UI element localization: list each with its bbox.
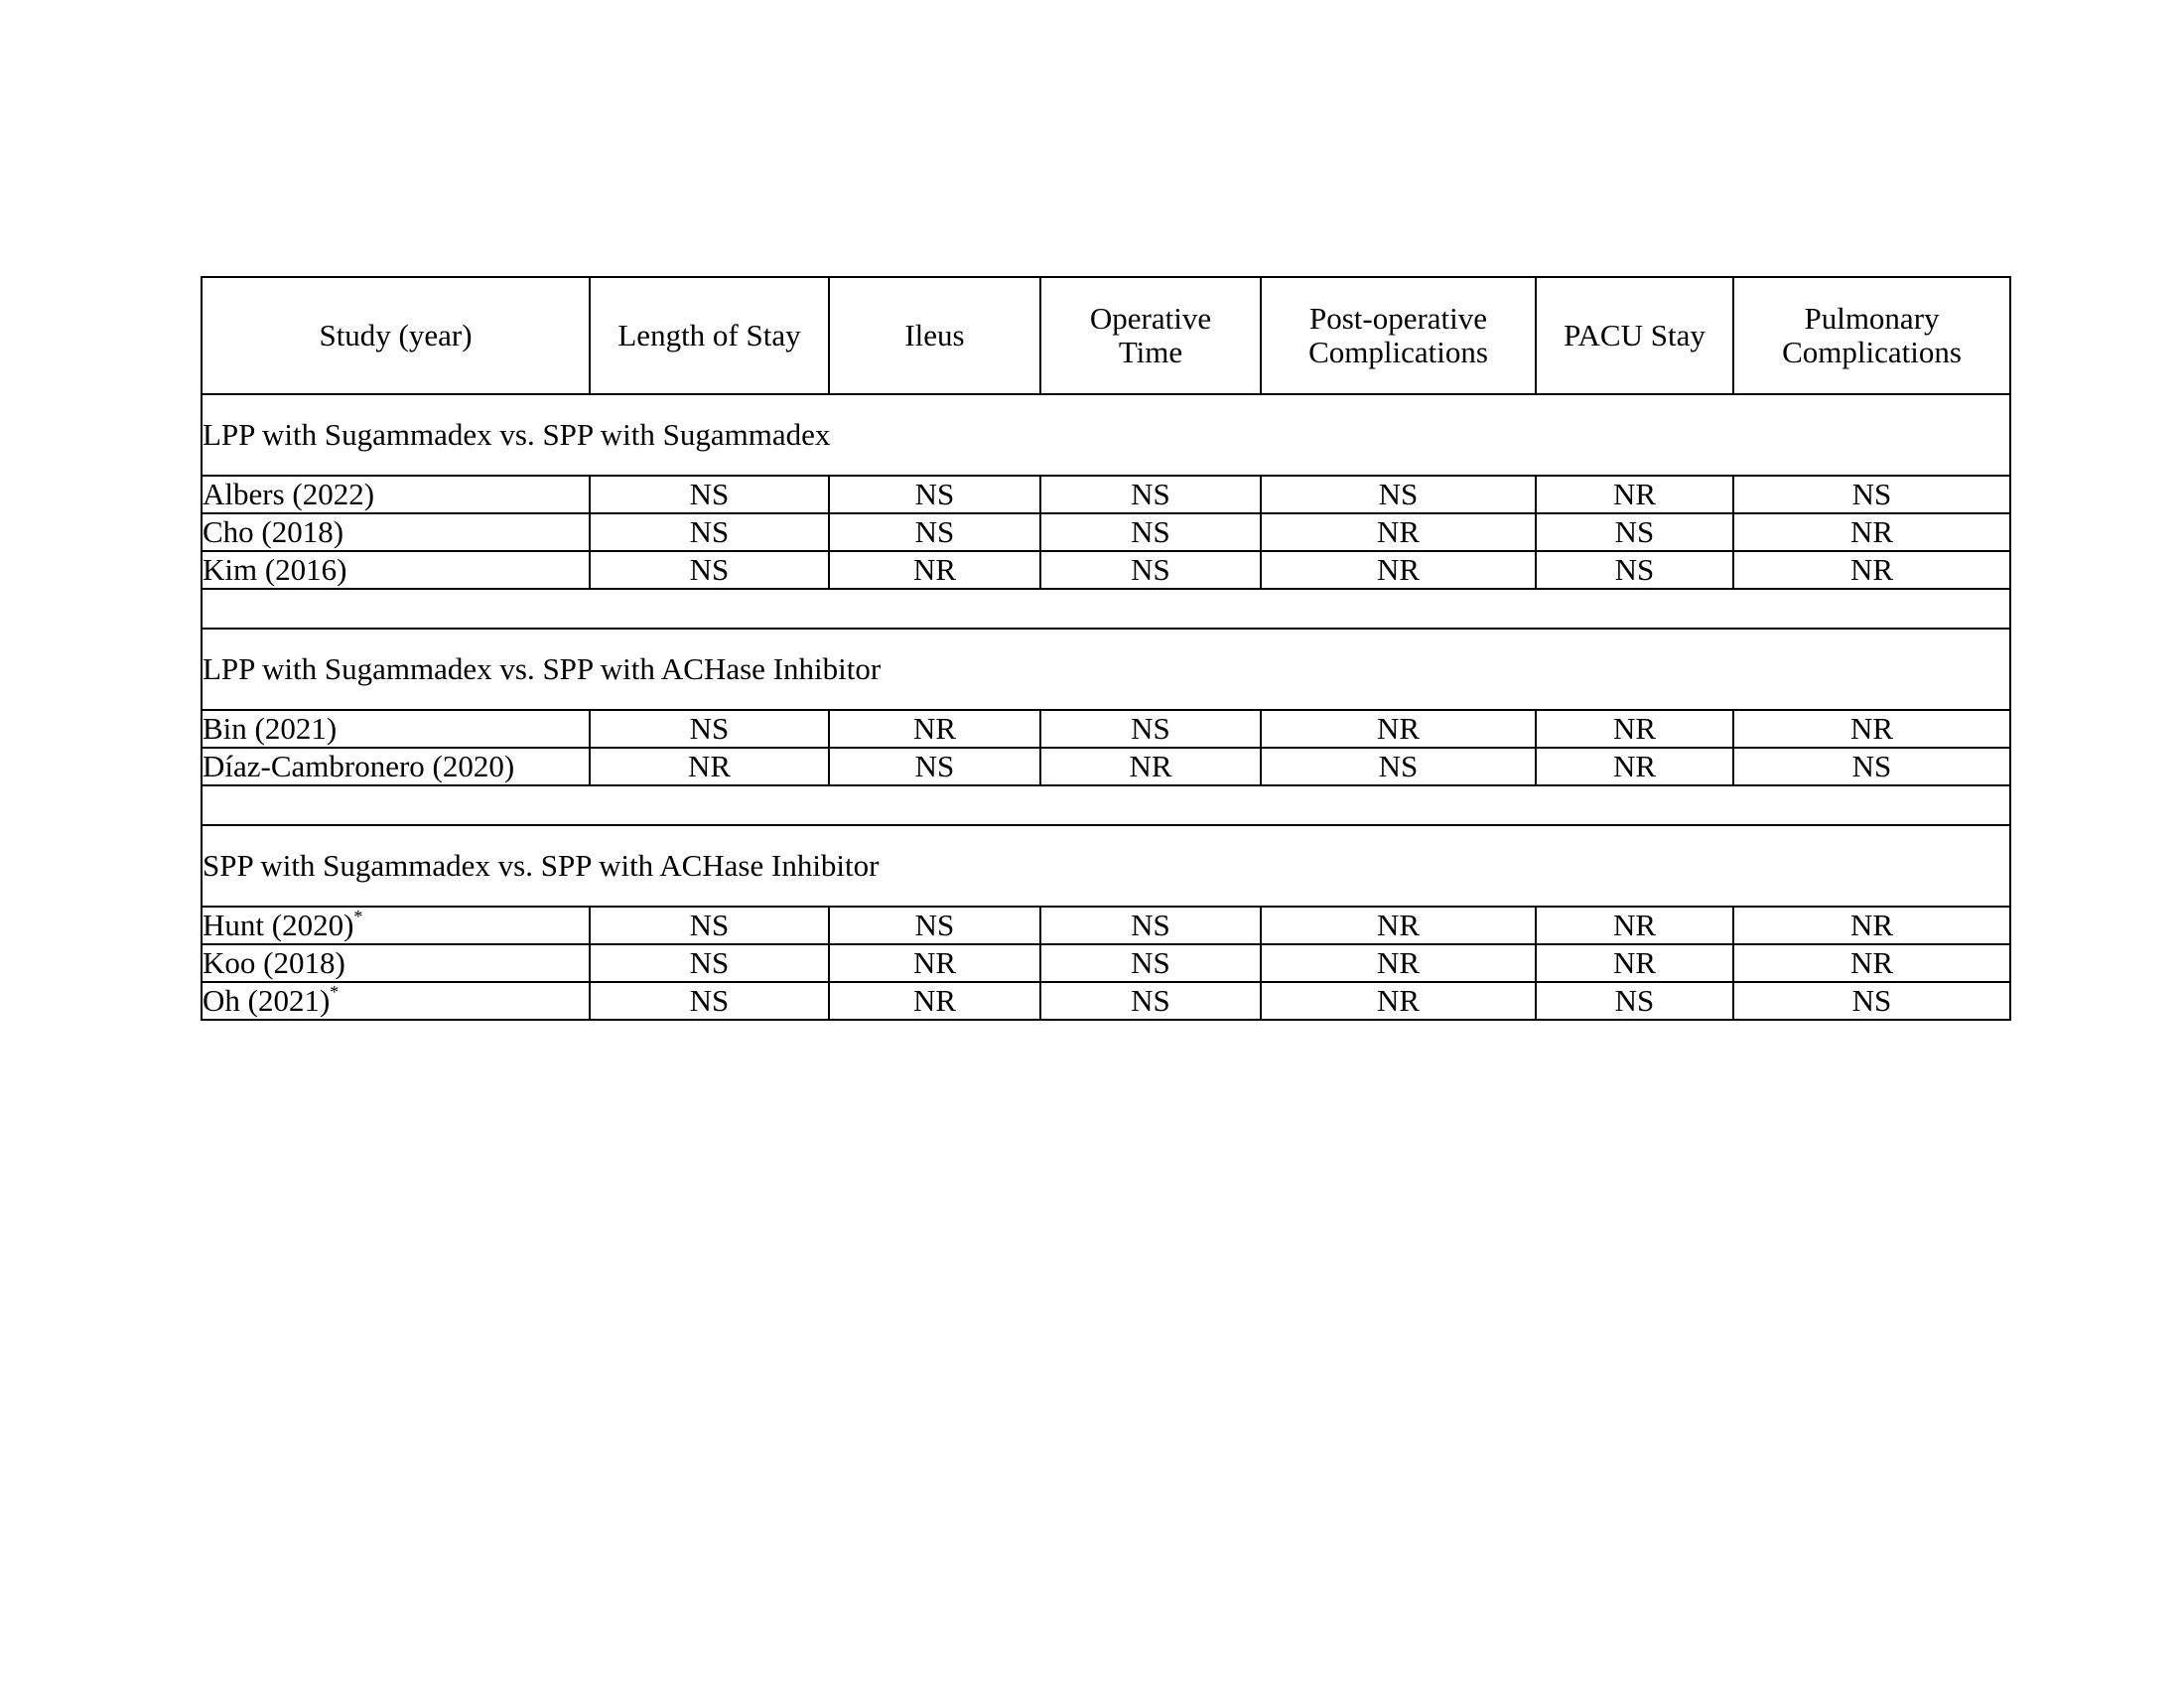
result-cell: NS <box>590 982 829 1020</box>
result-cell: NS <box>590 944 829 982</box>
study-cell <box>202 944 590 982</box>
result-cell: NS <box>590 710 829 748</box>
study-cell <box>202 476 590 513</box>
result-cell: NS <box>590 476 829 513</box>
footnote-marker: * <box>353 906 363 926</box>
result-cell: NS <box>1733 982 2010 1020</box>
study-name: Kim (2016) <box>203 552 347 587</box>
result-cell: NS <box>1040 513 1261 551</box>
spacer-row <box>202 785 2010 825</box>
result-cell: NR <box>1536 944 1733 982</box>
result-cell: NS <box>1261 748 1536 785</box>
study-name: Oh (2021) <box>203 983 331 1018</box>
result-cell: NS <box>1040 982 1261 1020</box>
table-row <box>202 748 2010 785</box>
footnote-marker: * <box>330 981 340 1002</box>
result-cell: NR <box>829 982 1040 1020</box>
result-cell: NR <box>1733 944 2010 982</box>
table-row <box>202 551 2010 589</box>
spacer-cell <box>202 589 2010 629</box>
result-cell: NR <box>1261 513 1536 551</box>
result-cell: NR <box>1040 748 1261 785</box>
result-cell: NS <box>1536 513 1733 551</box>
section-title: SPP with Sugammadex vs. SPP with ACHase Inhibitor <box>202 825 2010 907</box>
section-header-row <box>202 394 2010 476</box>
result-cell: NR <box>1261 710 1536 748</box>
result-cell: NR <box>1536 748 1733 785</box>
outcomes-table <box>201 276 2011 1021</box>
result-cell: NS <box>590 551 829 589</box>
section-header-row <box>202 825 2010 907</box>
result-cell: NR <box>829 710 1040 748</box>
result-cell: NS <box>1040 907 1261 944</box>
result-cell: NR <box>1261 551 1536 589</box>
result-cell: NS <box>1733 476 2010 513</box>
result-cell: NR <box>1536 710 1733 748</box>
result-cell: NR <box>1733 907 2010 944</box>
result-cell: NS <box>590 907 829 944</box>
study-name: Bin (2021) <box>203 711 338 746</box>
table-row <box>202 476 2010 513</box>
section-title: LPP with Sugammadex vs. SPP with Sugammadex <box>202 394 2010 476</box>
study-cell <box>202 513 590 551</box>
table-row <box>202 710 2010 748</box>
spacer-cell <box>202 785 2010 825</box>
result-cell: NR <box>1733 513 2010 551</box>
result-cell: NR <box>1733 710 2010 748</box>
result-cell: NR <box>1733 551 2010 589</box>
study-name: Díaz-Cambronero (2020) <box>203 749 515 783</box>
result-cell: NS <box>829 476 1040 513</box>
table-row <box>202 982 2010 1020</box>
result-cell: NS <box>590 513 829 551</box>
section-header-row <box>202 629 2010 710</box>
result-cell: NR <box>1536 476 1733 513</box>
header-pulmonary-complications: Pulmonary Complications <box>1733 277 2010 394</box>
result-cell: NS <box>1040 944 1261 982</box>
study-cell <box>202 907 590 944</box>
result-cell: NS <box>1261 476 1536 513</box>
header-study-year: Study (year) <box>202 277 590 394</box>
result-cell: NS <box>1733 748 2010 785</box>
header-length-of-stay: Length of Stay <box>590 277 829 394</box>
table-row <box>202 513 2010 551</box>
header-ileus: Ileus <box>829 277 1040 394</box>
study-name: Koo (2018) <box>203 945 345 980</box>
study-cell <box>202 748 590 785</box>
table-row <box>202 944 2010 982</box>
result-cell: NR <box>1261 907 1536 944</box>
result-cell: NR <box>1261 982 1536 1020</box>
result-cell: NR <box>829 944 1040 982</box>
section-title: LPP with Sugammadex vs. SPP with ACHase Inhibitor <box>202 629 2010 710</box>
header-row <box>202 277 2010 394</box>
spacer-row <box>202 589 2010 629</box>
study-cell <box>202 551 590 589</box>
result-cell: NS <box>829 907 1040 944</box>
result-cell: NS <box>1536 551 1733 589</box>
result-cell: NS <box>1040 476 1261 513</box>
study-name: Albers (2022) <box>203 477 375 511</box>
result-cell: NR <box>1261 944 1536 982</box>
study-cell <box>202 710 590 748</box>
table-row <box>202 907 2010 944</box>
result-cell: NR <box>1536 907 1733 944</box>
result-cell: NR <box>829 551 1040 589</box>
result-cell: NS <box>1040 551 1261 589</box>
header-operative-time: Operative Time <box>1040 277 1261 394</box>
result-cell: NR <box>590 748 829 785</box>
study-name: Hunt (2020) <box>203 908 354 942</box>
result-cell: NS <box>1040 710 1261 748</box>
result-cell: NS <box>829 513 1040 551</box>
result-cell: NS <box>829 748 1040 785</box>
study-cell <box>202 982 590 1020</box>
study-name: Cho (2018) <box>203 514 344 549</box>
header-pacu-stay: PACU Stay <box>1536 277 1733 394</box>
header-post-operative-complications: Post-operative Complications <box>1261 277 1536 394</box>
result-cell: NS <box>1536 982 1733 1020</box>
